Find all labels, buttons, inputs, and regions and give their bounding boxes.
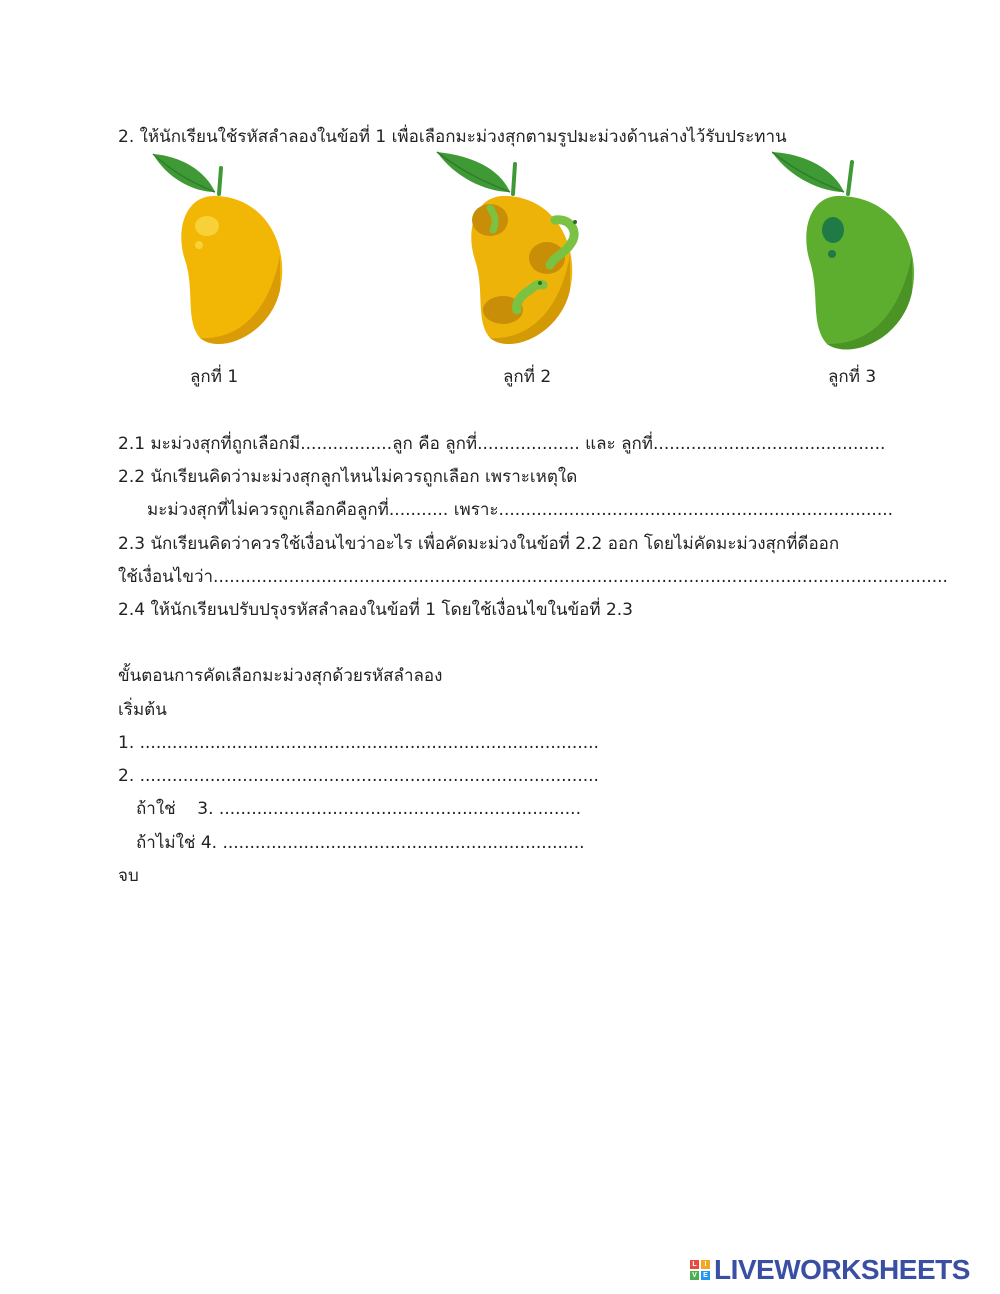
question-2-3: 2.3 นักเรียนคิดว่าควรใช้เงื่อนไขว่าอะไร เพื่อคัดมะม่วงในข้อที่ 2.2 ออก โดยไม่คัดมะม่วงสุกที่ดีออก	[118, 534, 840, 554]
question-2-3-answer: ใช้เงื่อนไขว่า........................................................................................................................................	[118, 567, 948, 587]
procedure-if-no: ถ้าไม่ใช่ 4. ...................................................................	[136, 833, 585, 853]
procedure-end: จบ	[118, 866, 139, 886]
question-2-4: 2.4 ให้นักเรียนปรับปรุงรหัสลำลองในข้อที่ 1 โดยใช้เงื่อนไขในข้อที่ 2.3	[118, 600, 633, 620]
mango-3-caption: ลูกที่ 3	[828, 367, 877, 387]
mango-1-caption: ลูกที่ 1	[190, 367, 239, 387]
mango-1-image	[145, 150, 295, 350]
mango-2-image	[435, 150, 585, 350]
logo-text: LIVEWORKSHEETS	[714, 1254, 970, 1285]
procedure-start: เริ่มต้น	[118, 700, 167, 720]
question-2-2-answer: มะม่วงสุกที่ไม่ควรถูกเลือกคือลูกที่........... เพราะ.........................................................................	[147, 500, 894, 520]
mango-3-image	[772, 150, 922, 360]
mango-2-caption: ลูกที่ 2	[503, 367, 552, 387]
procedure-title: ขั้นตอนการคัดเลือกมะม่วงสุกด้วยรหัสลำลอง	[118, 666, 443, 686]
question-2-1: 2.1 มะม่วงสุกที่ถูกเลือกมี.................ลูก คือ ลูกที่................... และ ลูกที่...........................................	[118, 434, 886, 454]
procedure-if-yes: ถ้าใช่ 3. ...................................................................	[136, 799, 581, 819]
procedure-step-1: 1. .....................................................................................	[118, 733, 599, 753]
question-2-2: 2.2 นักเรียนคิดว่ามะม่วงสุกลูกไหนไม่ควรถูกเลือก เพราะเหตุใด	[118, 467, 578, 487]
liveworksheets-logo	[690, 1254, 970, 1286]
question-title: 2. ให้นักเรียนใช้รหัสลำลองในข้อที่ 1 เพื่อเลือกมะม่วงสุกตามรูปมะม่วงด้านล่างไว้รับประทาน	[118, 127, 787, 147]
procedure-step-2: 2. .....................................................................................	[118, 766, 599, 786]
logo-mark-icon: L I V E	[690, 1260, 710, 1280]
